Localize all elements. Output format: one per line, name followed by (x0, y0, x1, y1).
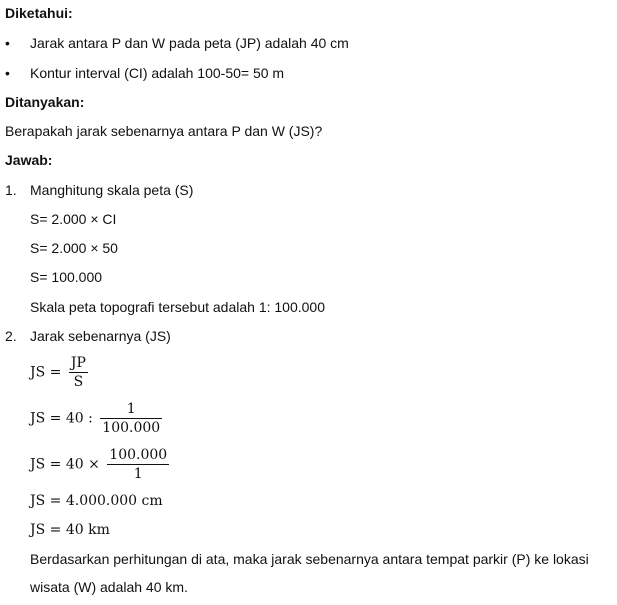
step2-title: Jarak sebenarnya (JS) (30, 328, 171, 344)
fraction-denominator: S (69, 372, 88, 391)
fraction-denominator: 1 (107, 464, 169, 483)
step1-title: Manghitung skala peta (S) (30, 182, 194, 198)
step2-conclusion: Berdasarkan perhitungan di ata, maka jarak sebenarnya antara tempat parkir (P) ke lokasi wisata (W) adalah 40 km. (30, 551, 589, 595)
equation-js-jp-over-s (30, 354, 91, 391)
equation-js-km: JS = 40 km (30, 522, 110, 538)
step1-line-2: S= 2.000 × 50 (30, 240, 118, 256)
known-item-ci: Kontur interval (CI) adalah 100-50= 50 m (30, 65, 285, 81)
fraction (69, 354, 88, 391)
equation-js-cm: JS = 4.000.000 cm (30, 493, 163, 509)
eq3-lhs: JS = 40 × (30, 456, 100, 473)
eq1-lhs: JS = (30, 364, 62, 381)
step1-conclusion: Skala peta topografi tersebut adalah 1: 100.000 (30, 299, 325, 315)
answer-heading: Jawab: (5, 152, 53, 168)
fraction (107, 446, 169, 483)
equation-js-multiply (30, 446, 172, 483)
step1-line-1: S= 2.000 × CI (30, 211, 117, 227)
bullet-icon: • (5, 35, 10, 51)
fraction-numerator: 1 (126, 401, 136, 417)
step2-number: 2. (5, 328, 17, 344)
eq2-lhs: JS = 40 : (30, 410, 93, 427)
fraction (100, 400, 162, 437)
step1-line-3: S= 100.000 (30, 269, 103, 285)
step1-number: 1. (5, 182, 17, 198)
asked-heading: Ditanyakan: (5, 94, 85, 110)
question-text: Berapakah jarak sebenarnya antara P dan W (JS)? (5, 123, 323, 139)
fraction-denominator: 100.000 (102, 420, 161, 436)
fraction-numerator: JP (70, 355, 86, 371)
bullet-icon: • (5, 65, 10, 81)
equation-js-divide (30, 400, 165, 437)
fraction-numerator: 100.000 (109, 447, 168, 463)
known-item-jp: Jarak antara P dan W pada peta (JP) adalah 40 cm (30, 35, 349, 51)
known-heading: Diketahui: (5, 5, 73, 21)
